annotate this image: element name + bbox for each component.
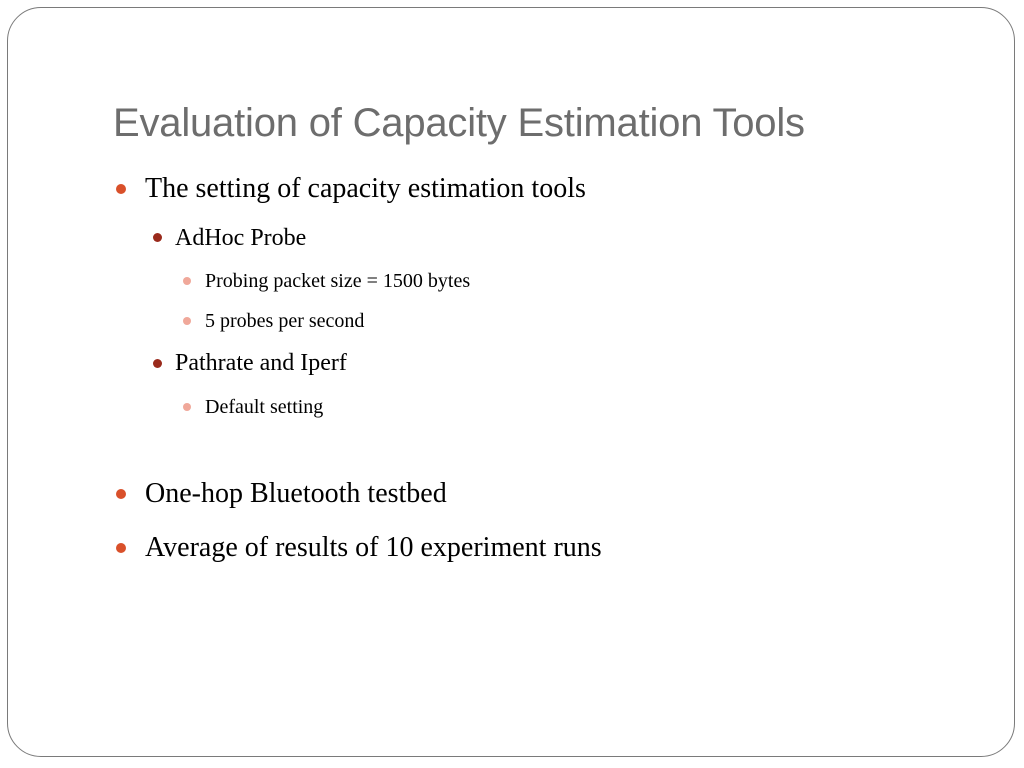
bullet-dot-icon bbox=[153, 233, 162, 242]
bullet-dot-icon bbox=[116, 184, 126, 194]
bullet-dot-icon bbox=[183, 277, 191, 285]
bullet-item: One-hop Bluetooth testbed bbox=[145, 478, 447, 509]
bullet-item: Probing packet size = 1500 bytes bbox=[205, 270, 471, 292]
bullet-dot-icon bbox=[116, 543, 126, 553]
bullet-item: 5 probes per second bbox=[205, 310, 365, 332]
bullet-item: AdHoc Probe bbox=[175, 225, 307, 251]
bullet-item: Average of results of 10 experiment runs bbox=[145, 532, 602, 563]
bullet-item: Pathrate and Iperf bbox=[175, 350, 347, 376]
bullet-dot-icon bbox=[116, 489, 126, 499]
slide-title: Evaluation of Capacity Estimation Tools bbox=[113, 101, 805, 145]
bullet-item: The setting of capacity estimation tools bbox=[145, 173, 586, 204]
bullet-dot-icon bbox=[183, 403, 191, 411]
bullet-dot-icon bbox=[153, 359, 162, 368]
bullet-item: Default setting bbox=[205, 396, 324, 418]
bullet-dot-icon bbox=[183, 317, 191, 325]
